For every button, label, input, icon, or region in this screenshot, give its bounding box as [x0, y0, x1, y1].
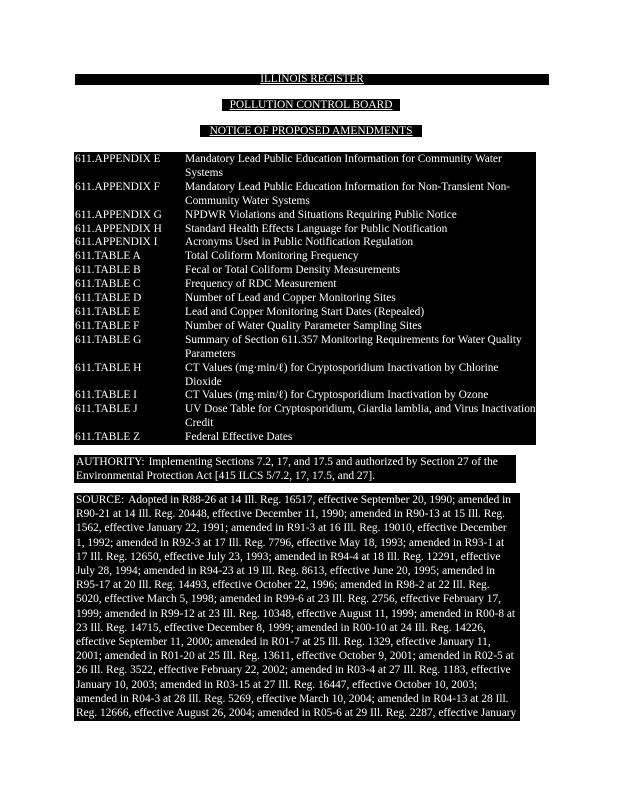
board-title: POLLUTION CONTROL BOARD	[222, 99, 400, 111]
toc-row	[74, 209, 536, 223]
toc-section: 611.APPENDIX F	[75, 180, 161, 193]
notice-title: NOTICE OF PROPOSED AMENDMENTS	[200, 125, 422, 137]
toc-title: Summary of Section 611.357 Monitoring Requirements for Water Quality Parameters	[185, 333, 522, 360]
toc-title: Fecal or Total Coliform Density Measurements	[185, 264, 401, 277]
toc-section: 611.APPENDIX H	[75, 222, 162, 235]
toc-row	[74, 153, 536, 181]
toc-row	[74, 389, 536, 403]
toc-row	[74, 236, 536, 250]
toc-title: CT Values (mg·min/ℓ) for Cryptosporidium Inactivation by Chlorine Dioxide	[185, 361, 499, 388]
toc-row	[74, 334, 536, 362]
toc-row	[74, 431, 536, 445]
authority-paragraph	[74, 455, 516, 483]
source-label: SOURCE:	[76, 494, 125, 506]
toc-section: 611.TABLE H	[75, 361, 142, 374]
toc-title: CT Values (mg·min/ℓ) for Cryptosporidium Inactivation by Ozone	[185, 389, 489, 402]
source-paragraph	[74, 493, 520, 734]
toc-row	[74, 403, 536, 431]
table-of-contents	[74, 152, 536, 445]
toc-section: 611.TABLE A	[75, 250, 141, 263]
toc-title: UV Dose Table for Cryptosporidium, Giardia lamblia, and Virus Inactivation Credit	[185, 403, 536, 430]
toc-section: 611.TABLE F	[75, 319, 140, 332]
toc-section: 611.APPENDIX I	[75, 236, 158, 249]
toc-row	[74, 250, 536, 264]
toc-row	[74, 320, 536, 334]
authority-label: AUTHORITY:	[76, 456, 145, 468]
toc-row	[74, 306, 536, 320]
toc-row	[74, 362, 536, 390]
toc-section: 611.APPENDIX G	[75, 208, 162, 221]
toc-section: 611.APPENDIX E	[75, 153, 161, 165]
toc-title: Standard Health Effects Language for Public Notification	[185, 222, 448, 235]
toc-section: 611.TABLE I	[75, 389, 137, 402]
toc-title: Total Coliform Monitoring Frequency	[185, 250, 359, 263]
toc-title: Federal Effective Dates	[185, 431, 293, 444]
toc-section: 611.TABLE E	[75, 305, 141, 318]
toc-section: 611.TABLE G	[75, 333, 142, 346]
toc-section: 611.TABLE C	[75, 278, 141, 291]
toc-section: 611.TABLE D	[75, 292, 142, 305]
register-title: ILLINOIS REGISTER	[260, 73, 364, 85]
source-text: Adopted in R88-26 at 14 Ill. Reg. 16517, effective September 20, 1990; amended in R90-21 at 14 Ill. Reg. 20448, effective December 11, 1990; amended in R90-13 at 15 Ill. Reg. 1562, effective January 22, 1991; amended in R91-3 at 16 Ill. Reg. 19010, effective December 1, 1992; amended in R92-3 at 17 Ill. Reg. 7796, effective May 18, 1993; amended in R93-1 at 17 Ill. Reg. 12650, effective July 23, 1993; amended in R94-4 at 18 Ill. Reg. 12291, effective July 28, 1994; amended in R94-23 at 19 Ill. Reg. 8613, effective June 20, 1995; amended in R95-17 at 20 Ill. Reg. 14493, effective October 22, 1996; amended in R98-2 at 22 Ill. Reg. 5020, effective March 5, 1998; amended in R99-6 at 23 Ill. Reg. 2756, effective February 17, 1999; amended in R99-12 at 23 Ill. Reg. 10348, effective August 11, 1999; amended in R00-8 at 23 Ill. Reg. 14715, effective December 8, 1999; amended in R00-10 at 24 Ill. Reg. 14226, effective September 11, 2000; amended in R01-7 at 25 Ill. Reg. 1329, effective January 11, 2001; amended in R01-20 at 25 Ill. Reg. 13611, effective October 9, 2001; amended in R02-5 at 26 Ill. Reg. 3522, effective February 22, 2002; amended in R03-4 at 27 Ill. Reg. 1183, effective January 10, 2003; amended in R03-15 at 27 Ill. Reg. 16447, effective October 10, 2003; amended in R04-3 at 28 Ill. Reg. 5269, effective March 10, 2004; amended in R04-13 at 28 Ill. Reg. 12666, effective August 26, 2004; amended in R05-6 at 29 Ill. Reg. 2287, effective January 28, 2005; amended in R06-15 at	[76, 494, 517, 734]
toc-title: Number of Lead and Copper Monitoring Sites	[185, 292, 396, 305]
toc-title: Mandatory Lead Public Education Information for Community Water Systems	[185, 153, 502, 179]
toc-title: Number of Water Quality Parameter Sampling Sites	[185, 319, 422, 332]
authority-text: Implementing Sections 7.2, 17, and 17.5 and authorized by Section 27 of the Environmental Protection Act [415 ILCS 5/7.2, 17, 17.5, and 27].	[76, 456, 498, 483]
toc-title: Acronyms Used in Public Notification Regulation	[185, 236, 414, 249]
toc-section: 611.TABLE Z	[75, 431, 141, 444]
toc-row	[74, 181, 536, 209]
toc-row	[74, 292, 536, 306]
toc-title: Mandatory Lead Public Education Information for Non-Transient Non-Community Water Systems	[185, 180, 511, 207]
register-header-bar	[75, 74, 549, 85]
toc-row	[74, 223, 536, 237]
toc-title: Lead and Copper Monitoring Start Dates (Repealed)	[185, 305, 425, 318]
toc-title: Frequency of RDC Measurement	[185, 278, 337, 291]
toc-section: 611.TABLE B	[75, 264, 141, 277]
toc-row	[74, 278, 536, 292]
toc-section: 611.TABLE J	[75, 403, 138, 416]
toc-row	[74, 264, 536, 278]
toc-title: NPDWR Violations and Situations Requiring Public Notice	[185, 208, 457, 221]
